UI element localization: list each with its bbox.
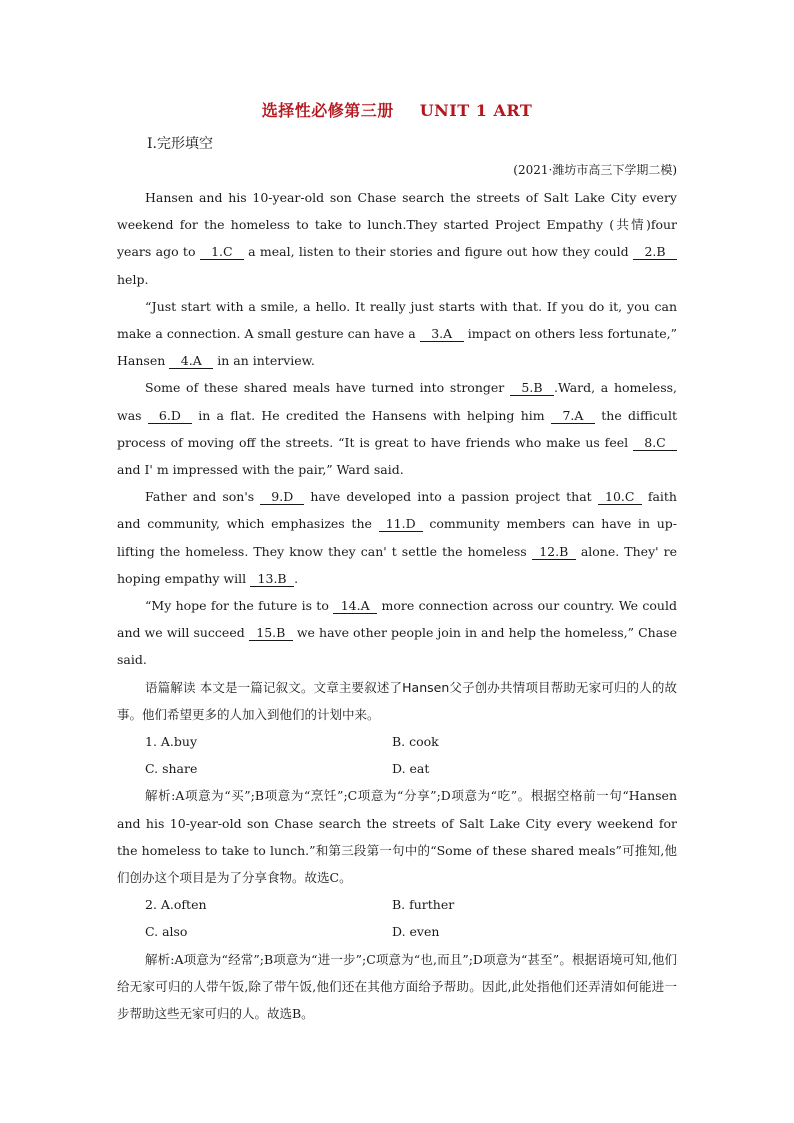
title-book: 选择性必修第三册 xyxy=(261,101,394,120)
text: we have other people join in and help the homeless,” Chase said. xyxy=(117,625,677,668)
answer-blank-8: 8.C xyxy=(633,436,677,451)
option-2d: D. even xyxy=(392,924,440,940)
section-heading: Ⅰ.完形填空 xyxy=(147,136,213,152)
option-2a: 2. A.often xyxy=(145,897,207,913)
text: the difficult process of moving off the streets. “It is great to have friends who make us feel xyxy=(117,407,677,450)
answer-blank-4: 4.A xyxy=(169,354,213,369)
text: alone. They' re hoping empathy will xyxy=(117,543,677,586)
option-1a: 1. A.buy xyxy=(145,734,198,750)
paragraph-4 xyxy=(117,483,677,592)
text: in a flat. He credited the Hansens with helping him xyxy=(198,407,545,423)
text: “My hope for the future is to xyxy=(145,598,329,614)
text: . xyxy=(294,570,299,586)
question-2-options xyxy=(117,891,677,945)
passage-summary: 语篇解读 本文是一篇记叙文。文章主要叙述了Hansen父子创办共情项目帮助无家可归的人的故事。他们希望更多的人加入到他们的计划中来。 xyxy=(117,679,677,722)
answer-blank-5: 5.B xyxy=(510,381,554,396)
answer-blank-9: 9.D xyxy=(260,490,304,505)
paragraph-2 xyxy=(117,293,677,375)
answer-blank-15: 15.B xyxy=(249,626,293,641)
question-1-analysis: 解析:A项意为“买”;B项意为“烹饪”;C项意为“分享”;D项意为“吃”。根据空格前一句“Hansen and his 10-year-old son Chase search the streets of Salt Lake City every weekend for the homeless to take to lunch.”和第三段第一句中的“Some of these shared meals”可推知,他们创办这个项目是为了分享食物。故选C。 xyxy=(117,788,677,886)
page-title xyxy=(0,98,794,121)
answer-blank-6: 6.D xyxy=(148,409,192,424)
answer-blank-10: 10.C xyxy=(598,490,642,505)
paragraph-1 xyxy=(117,184,677,293)
answer-blank-7: 7.A xyxy=(551,409,595,424)
option-1d: D. eat xyxy=(392,761,430,777)
question-2-analysis: 解析:A项意为“经常”;B项意为“进一步”;C项意为“也,而且”;D项意为“甚至”。根据语境可知,他们给无家可归的人带午饭,除了带午饭,他们还在其他方面给予帮助。因此,此处指他们还弄清如何能进一步帮助这些无家可归的人。故选B。 xyxy=(117,951,677,1022)
text: faith and community, which emphasizes the xyxy=(117,489,677,532)
text: have developed into a passion project that xyxy=(310,489,592,505)
option-1b: B. cook xyxy=(392,734,439,750)
answer-blank-13: 13.B xyxy=(250,572,294,587)
text: “Just start with a smile, a hello. It really just starts with that. If you do it, you can make a connection. A small gesture can have a xyxy=(117,298,677,342)
option-2c: C. also xyxy=(145,924,188,940)
text: more connection across our country. We could and we will succeed xyxy=(117,598,677,641)
passage-body xyxy=(117,184,677,1027)
exam-source: (2021·潍坊市高三下学期二模) xyxy=(513,163,677,177)
title-unit: UNIT 1 ART xyxy=(419,101,533,120)
answer-blank-14: 14.A xyxy=(333,599,377,614)
text: help. xyxy=(117,271,149,287)
answer-blank-11: 11.D xyxy=(379,517,423,532)
text: community members can have in up-lifting the homeless. They know they can' t settle the homeless xyxy=(117,516,678,559)
paragraph-5 xyxy=(117,592,677,674)
text: .Ward, a homeless, was xyxy=(117,380,677,423)
text: impact on others less fortunate,” Hansen xyxy=(117,326,677,369)
text: Some of these shared meals have turned into stronger xyxy=(145,380,505,396)
text: Hansen and his 10-year-old son Chase search the streets of Salt Lake City every weekend for the homeless to take to lunch.They started Project Empathy (共情)four years ago to xyxy=(117,190,677,260)
option-1c: C. share xyxy=(145,761,198,777)
text: and I' m impressed with the pair,” Ward said. xyxy=(117,462,404,478)
answer-blank-12: 12.B xyxy=(532,545,576,560)
text: Father and son's xyxy=(145,489,255,505)
paragraph-3 xyxy=(117,374,677,483)
answer-blank-2: 2.B xyxy=(633,245,677,260)
text: a meal, listen to their stories and figure out how they could xyxy=(248,244,629,260)
text: in an interview. xyxy=(217,353,315,369)
answer-blank-1: 1.C xyxy=(200,245,244,260)
question-1-options xyxy=(117,728,677,782)
option-2b: B. further xyxy=(392,897,455,913)
answer-blank-3: 3.A xyxy=(420,327,464,342)
